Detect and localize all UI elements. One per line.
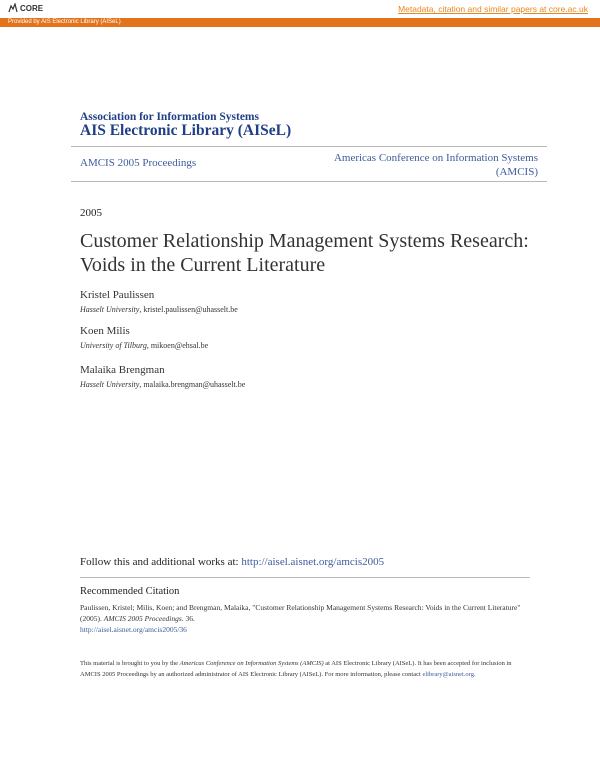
proceedings-link[interactable]: AMCIS 2005 Proceedings <box>80 157 197 169</box>
author-name: Malaika Brengman <box>80 364 165 376</box>
core-logo-icon <box>8 3 18 13</box>
paper-title: Customer Relationship Management Systems Research: Voids in the Current Literature <box>80 230 529 276</box>
author-institution: Hasselt University <box>80 380 140 389</box>
publication-year: 2005 <box>80 207 102 219</box>
library-name[interactable]: AIS Electronic Library (AISeL) <box>80 122 292 139</box>
core-top-bar <box>0 0 600 18</box>
footer-part2: at AIS Electronic Library (AISeL). It has been accepted for inclusion in AMCIS 2005 Proceedings by an authorized administrator of AIS Electronic Library (AISeL). For more information, please contact <box>80 660 512 678</box>
footer-part3: . <box>473 670 476 678</box>
citation-link[interactable]: http://aisel.aisnet.org/amcis2005/36 <box>80 625 187 634</box>
author-name: Kristel Paulissen <box>80 289 155 301</box>
core-logo-text: CORE <box>20 3 44 13</box>
follow-line <box>80 556 384 568</box>
author-affiliation <box>80 305 238 314</box>
footer-notice <box>80 659 530 680</box>
follow-text: Follow this and additional works at: <box>80 556 242 568</box>
citation-heading: Recommended Citation <box>80 586 180 597</box>
citation-divider <box>80 577 530 578</box>
author-email: , mikoen@ehsal.be <box>146 341 209 350</box>
citation-body: Paulissen, Kristel; Milis, Koen; and Brengman, Malaika, "Customer Relationship Management Systems Research: Voids in the Current Literature" (2005). <box>80 603 521 623</box>
footer-email-link[interactable]: elibrary@aisnet.org <box>422 670 474 678</box>
header-divider-top <box>71 146 547 147</box>
core-logo[interactable] <box>8 3 43 13</box>
citation-text <box>80 602 530 635</box>
author-affiliation <box>80 380 245 389</box>
follow-link[interactable]: http://aisel.aisnet.org/amcis2005 <box>241 556 385 568</box>
provider-text: Provided by AIS Electronic Library (AISeL) <box>8 19 121 25</box>
core-metadata-link[interactable]: Metadata, citation and similar papers at core.ac.uk <box>398 4 588 14</box>
citation-suffix: . 36. <box>181 614 195 623</box>
citation-venue: AMCIS 2005 Proceedings <box>103 614 182 623</box>
author-name: Koen Milis <box>80 325 130 337</box>
association-name[interactable]: Association for Information Systems <box>80 111 259 123</box>
header-divider-bottom <box>71 181 547 182</box>
conference-link[interactable]: Americas Conference on Information Systems (AMCIS) <box>333 152 538 178</box>
author-affiliation <box>80 341 208 350</box>
author-institution: Hasselt University <box>80 305 140 314</box>
provider-bar <box>0 18 600 27</box>
footer-part1: This material is brought to you by the <box>80 660 180 667</box>
author-email: , kristel.paulissen@uhasselt.be <box>139 305 238 314</box>
author-email: , malaika.brengman@uhasselt.be <box>139 380 246 389</box>
footer-venue: Americas Conference on Information Systems (AMCIS) <box>179 660 324 667</box>
author-institution: University of Tilburg <box>80 341 147 350</box>
